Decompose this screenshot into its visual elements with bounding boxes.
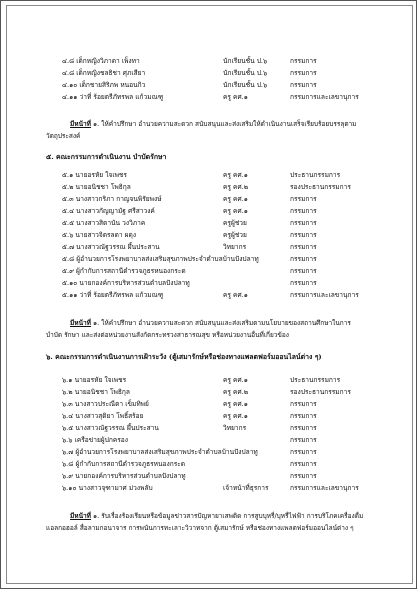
member-name: ๖.๕ นางสาวณัฐวรรณ ผึ้นประสาน bbox=[62, 424, 159, 432]
member-duty: ประธานกรรมการ bbox=[290, 171, 341, 179]
duties-label: มีหน้าที่ bbox=[70, 120, 91, 128]
member-duty: รองประธานกรรมการ bbox=[290, 388, 351, 396]
member-duty: กรรมการ bbox=[290, 69, 317, 77]
member-duty: กรรมการ bbox=[290, 279, 317, 287]
member-duty: กรรมการ bbox=[290, 400, 317, 408]
member-name: ๕.๑๐ นายกองค์การบริหารส่วนตำบลปังปลาทู bbox=[62, 279, 190, 287]
member-name: ๖.๖ เครือข่ายผู้ปกครอง bbox=[62, 436, 128, 444]
duties-text: ๑. ให้คำปรึกษา อำนวยความสะดวก สนับสนุนและส่งเสริมให้ดำเนินงานเสร็จเรียบร้อยบรรลุตาม bbox=[93, 120, 357, 128]
member-role: นักเรียนชั้น ป.๖ bbox=[223, 57, 268, 65]
member-name: ๖.๗ ผู้อำนวยการโรงพยาบาลส่งเสริมสุขภาพประจำตำบลบ้านปังปลาทู bbox=[62, 448, 258, 456]
section-heading: ๖. คณะกรรมการดำเนินงานการเฝ้าระวัง (ตู้เสมารักษ์หรือช่องทางแพลตฟอร์มออนไลน์ต่าง ๆ) bbox=[46, 353, 322, 361]
member-duty: กรรมการ bbox=[290, 195, 317, 203]
member-name: ๔.๘ เด็กหญิงชลธิชา ศุภเสียา bbox=[62, 69, 146, 77]
member-role: ครู คศ.๒ bbox=[223, 388, 249, 396]
member-role: ครู คศ.๑ bbox=[223, 171, 248, 179]
member-name: ๖.๓ นางสาวประณีตา เข็มทิพย์ bbox=[62, 400, 149, 408]
member-role: ครู คศ.๑ bbox=[223, 412, 248, 420]
member-role: ครู คศ.๑ bbox=[223, 93, 248, 101]
member-duty: กรรมการ bbox=[290, 207, 317, 215]
duties-note bbox=[46, 118, 364, 142]
member-duty: รองประธานกรรมการ bbox=[290, 183, 351, 191]
duties-note bbox=[46, 317, 364, 341]
duties-note bbox=[46, 510, 364, 534]
member-duty: กรรมการและเลขานุการ bbox=[290, 291, 359, 299]
member-duty: ประธานกรรมการ bbox=[290, 376, 341, 384]
member-name: ๕.๗ นางสาวณัฐวรรณ ผึ้นประสาน bbox=[62, 243, 160, 251]
member-role: เจ้าหน้าที่ธุรการ bbox=[223, 484, 269, 492]
member-name: ๕.๙ ผู้กำกับการสถานีตำรวจภูธรหนองกระด bbox=[62, 267, 186, 275]
member-role: ครู คศ.๑ bbox=[223, 400, 248, 408]
member-name: ๕.๘ ผู้อำนวยการโรงพยาบาลส่งเสริมสุขภาพประจำตำบลบ้านปังปลาทู bbox=[62, 255, 259, 263]
member-duty: กรรมการ bbox=[290, 424, 317, 432]
duties-text: ๑. ให้คำปรึกษา อำนวยความสะดวก สนับสนุนและส่งเสริมตามนโยบายของสถานศึกษาในการ bbox=[93, 319, 351, 327]
member-duty: กรรมการ bbox=[290, 81, 317, 89]
member-duty: กรรมการ bbox=[290, 472, 317, 480]
member-role: ครู คศ.๑ bbox=[223, 376, 248, 384]
member-duty: กรรมการ bbox=[290, 460, 317, 468]
member-name: ๖.๙ นายกองค์การบริหารส่วนตำบลปังปลาทู bbox=[62, 472, 186, 480]
member-duty: กรรมการ bbox=[290, 448, 317, 456]
member-duty: กรรมการ bbox=[290, 231, 317, 239]
member-name: ๕.๒ นายอนิชชา โพธิกุล bbox=[62, 183, 131, 191]
member-duty: กรรมการและเลขานุการ bbox=[290, 93, 359, 101]
member-role: ครู คศ.๑ bbox=[223, 291, 248, 299]
duties-label: มีหน้าที่ bbox=[70, 512, 91, 520]
member-duty: กรรมการ bbox=[290, 436, 317, 444]
member-duty: กรรมการ bbox=[290, 255, 317, 263]
member-name: ๖.๘ ผู้กำกับการสถานีตำรวจภูธรหนองกระด bbox=[62, 460, 186, 468]
member-role: ครู คศ.๒ bbox=[223, 183, 249, 191]
member-name: ๖.๑ นายอรหัย ใจเพชร bbox=[62, 376, 127, 384]
member-role: นักเรียนชั้น ป.๖ bbox=[223, 81, 268, 89]
member-name: ๕.๓ นางสาวกริภา กาญจนพิรัยพงษ์ bbox=[62, 195, 162, 203]
member-name: ๕.๑ นายอรหัย ใจเพชร bbox=[62, 171, 127, 179]
member-name: ๖.๑๐ นางสาวจุฑามาศ ม่วงพลับ bbox=[62, 484, 153, 492]
member-role: วิทยากร bbox=[223, 424, 247, 432]
member-name: ๕.๖ นายสาวจิตรลดา ผดุง bbox=[62, 231, 137, 239]
duties-text: ๑. รับเรื่องร้องเรียนหรือข้อมูลข่าวสารปัญหายาเสพติด การสูบบุหรี่/บุหรี่ไฟฟ้า การบริโภคเครื่องดื่ม bbox=[93, 512, 364, 520]
duties-label: มีหน้าที่ bbox=[70, 319, 91, 327]
member-duty: กรรมการ bbox=[290, 219, 317, 227]
section-heading: ๕. คณะกรรมการดำเนินงาน บำบัดรักษา bbox=[46, 153, 167, 161]
member-duty: กรรมการ bbox=[290, 412, 317, 420]
member-name: ๕.๕ นางสาวสิตานัน วงวิภาค bbox=[62, 219, 146, 227]
member-duty: กรรมการและเลขานุการ bbox=[290, 484, 359, 492]
member-role: ครูผู้ช่วย bbox=[223, 219, 247, 227]
duties-text: วัตถุประสงค์ bbox=[46, 132, 81, 140]
member-duty: กรรมการ bbox=[290, 267, 317, 275]
member-name: ๔.๑๐ เด็กชายสิริภพ หนอนกิว bbox=[62, 81, 146, 89]
member-role: ครู คศ.๑ bbox=[223, 207, 248, 215]
member-name: ๖.๒ นายอนิชชา โพธิกุล bbox=[62, 388, 130, 396]
member-role: วิทยากร bbox=[223, 243, 247, 251]
member-name: ๕.๔ นางสาวกัญญามัฐ ศรีสาวงค์ bbox=[62, 207, 155, 215]
duties-text: บำบัด รักษา และส่งต่อหน่วยงานสังกัดกระทรวงสาธารณสุข หรือหน่วยงานอื่นที่เกี่ยวข้อง bbox=[46, 331, 289, 339]
member-role: ครูผู้ช่วย bbox=[223, 231, 247, 239]
member-name: ๔.๘ เด็กหญิงวิภาดา เพ็งทา bbox=[62, 57, 140, 65]
member-name: ๔.๑๑ ว่าที่ ร้อยตรีภัทรพล แก้วมณฑู bbox=[62, 93, 164, 101]
duties-text: แอลกอฮอล์ สื่อลามกอนาจาร การพนันการทะเลาะวิวาทจาก ตู้เสมารักษ์ หรือช่องทางแพลตฟอร์มออนไลน์ต่าง ๆ bbox=[46, 524, 354, 532]
member-name: ๖.๔ นางสาวสุดิยา โพธิ์สร้อย bbox=[62, 412, 144, 420]
member-name: ๕.๑๑ ว่าที่ ร้อยตรีภัทรพล แก้วมณฑู bbox=[62, 291, 164, 299]
member-role: นักเรียนชั้น ป.๖ bbox=[223, 69, 268, 77]
member-duty: กรรมการ bbox=[290, 243, 317, 251]
member-role: ครู คศ.๑ bbox=[223, 195, 248, 203]
member-duty: กรรมการ bbox=[290, 57, 317, 65]
